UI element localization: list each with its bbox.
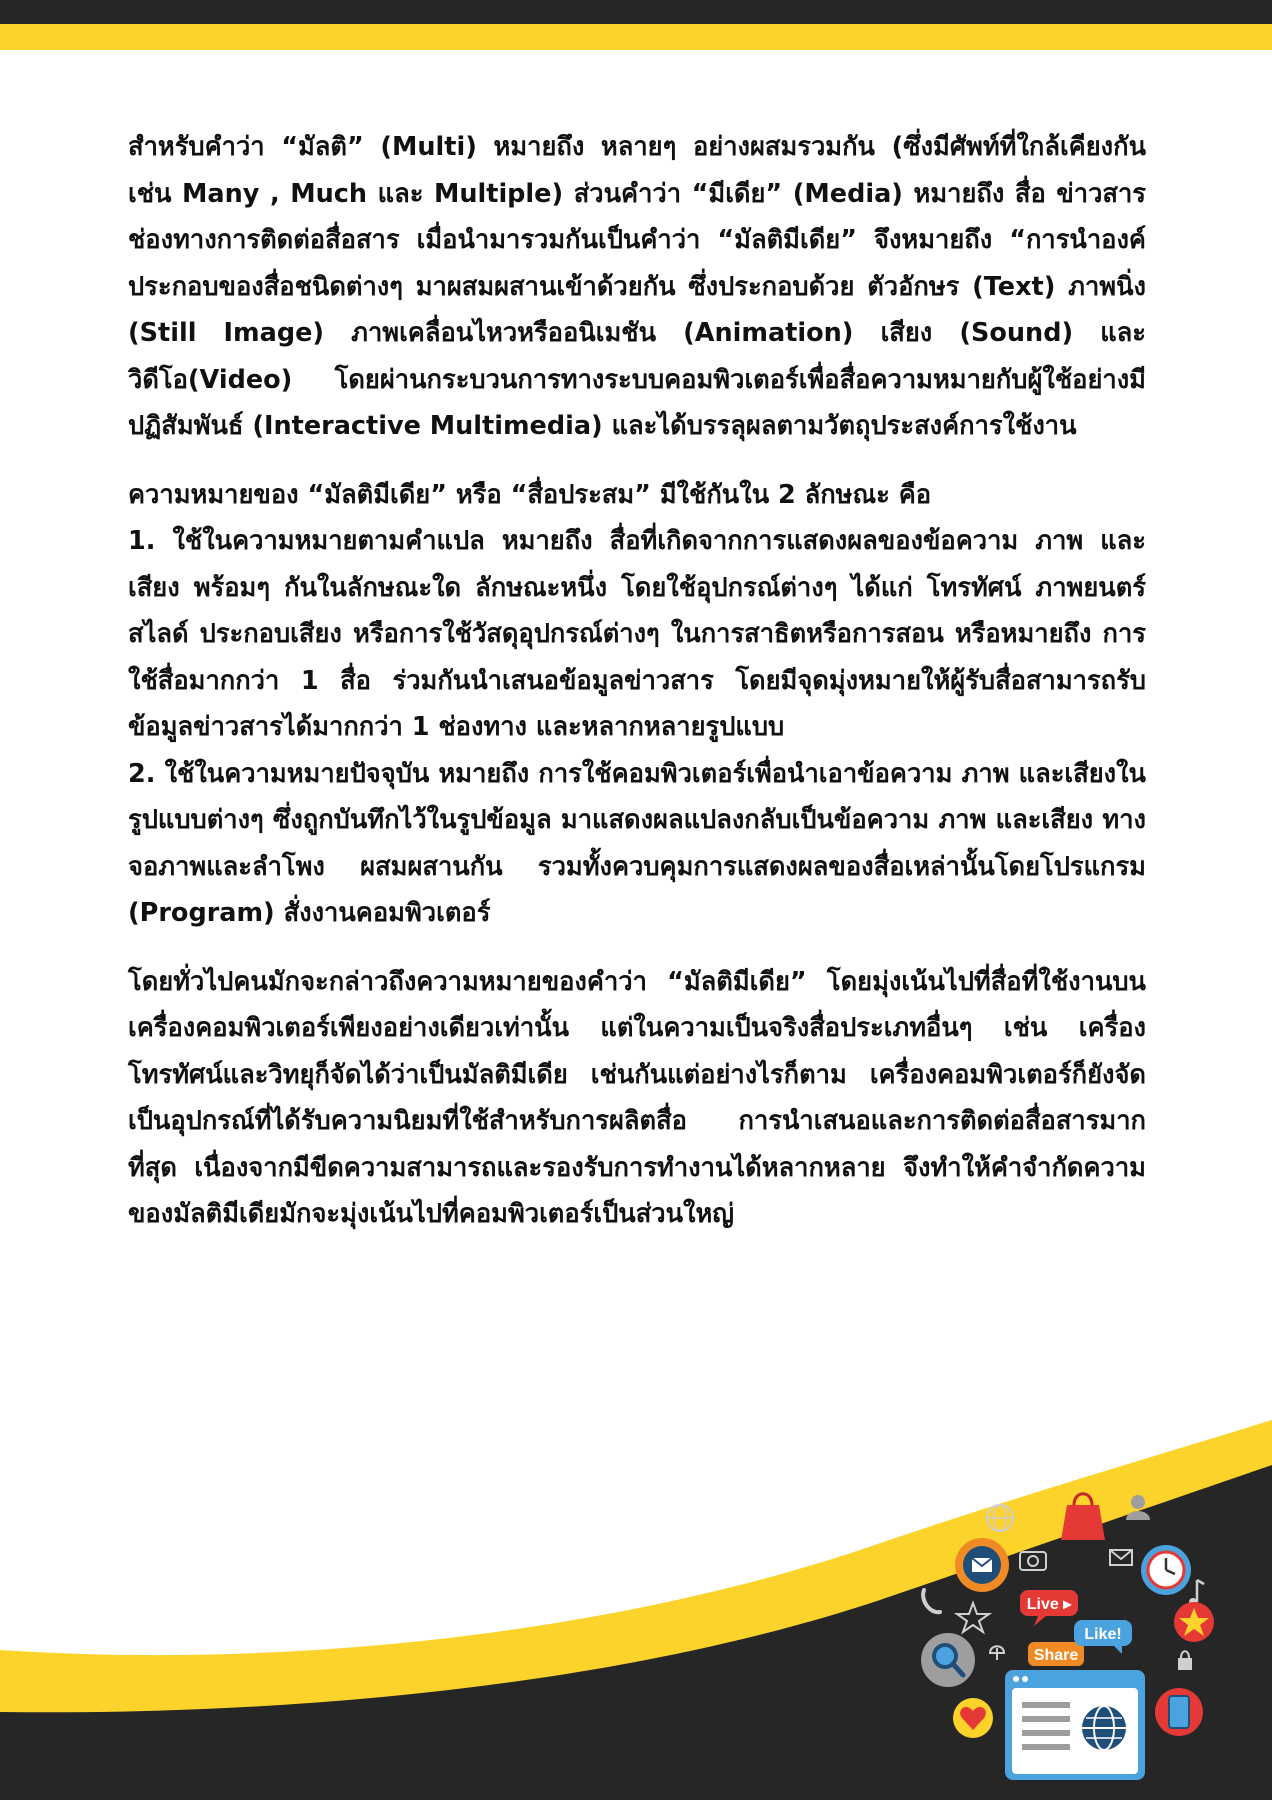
star-badge-icon <box>1174 1602 1214 1642</box>
heart-icon <box>953 1698 993 1738</box>
phone-icon <box>923 1590 940 1612</box>
browser-window-icon <box>1005 1670 1145 1780</box>
live-badge <box>1020 1590 1078 1626</box>
mobile-phone-icon <box>1155 1688 1203 1736</box>
music-note-icon <box>1189 1580 1204 1606</box>
list-item-meaning-1: 1. ใช้ในความหมายตามคำแปล หมายถึง สื่อที่เกิดจากการแสดงผลของข้อความ ภาพ และเสียง พร้อมๆ กันในลักษณะใด ลักษณะหนึ่ง โดยใช้อุปกรณ์ต่างๆ ได้แก่ โทรทัศน์ ภาพยนตร์ สไลด์ ประกอบเสียง หรือการใช้วัสดุอุปกรณ์ต่างๆ ในการสาธิตหรือการสอน หรือหมายถึง การใช้สื่อมากกว่า 1 สื่อ ร่วมกันนำเสนอข้อมูลข่าวสาร โดยมีจุดมุ่งหมายให้ผู้รับสื่อสามารถรับข้อมูลข่าวสารได้มากกว่า 1 ช่องทาง และหลากหลายรูปแบบ <box>128 526 1146 742</box>
svg-text:Share: Share <box>1033 1647 1079 1664</box>
search-icon <box>921 1633 975 1687</box>
star-outline-icon <box>957 1603 989 1632</box>
envelope-icon <box>1110 1550 1132 1565</box>
header-band-dark <box>0 0 1272 24</box>
cloud-upload-icon <box>990 1646 1004 1660</box>
svg-text:Like!: Like! <box>1084 1626 1122 1643</box>
svg-text:Live ▸: Live ▸ <box>1026 1596 1072 1613</box>
clock-icon <box>1141 1545 1191 1595</box>
header-band-yellow <box>0 24 1272 50</box>
lock-icon <box>1178 1651 1192 1670</box>
share-badge <box>1028 1642 1084 1666</box>
globe-outline-icon <box>987 1505 1013 1531</box>
shopping-bag-icon <box>1061 1494 1105 1540</box>
list-item-meaning-2: 2. ใช้ในความหมายปัจจุบัน หมายถึง การใช้คอมพิวเตอร์เพื่อนำเอาข้อความ ภาพ และเสียงในรูปแบบต่างๆ ซึ่งถูกบันทึกไว้ในรูปข้อมูล มาแสดงผลแปลงกลับเป็นข้อความ ภาพ และเสียง ทางจอภาพและลำโพง ผสมผสานกัน รวมทั้งควบคุมการแสดงผลของสื่อเหล่านั้นโดยโปรแกรม (Program) สั่งงานคอมพิวเตอร์ <box>128 758 1146 928</box>
paragraph-computer-focus: โดยทั่วไปคนมักจะกล่าวถึงความหมายของคำว่า “มัลติมีเดีย” โดยมุ่งเน้นไปที่สื่อที่ใช้งานบนเครื่องคอมพิวเตอร์เพียงอย่างเดียวเท่านั้น แต่ในความเป็นจริงสื่อประเภทอื่นๆ เช่น เครื่องโทรทัศน์และวิทยุก็จัดได้ว่าเป็นมัลติมีเดีย เช่นกันแต่อย่างไรก็ตาม เครื่องคอมพิวเตอร์ก็ยังจัดเป็นอุปกรณ์ที่ได้รับความนิยมที่ใช้สำหรับการผลิตสื่อ การนำเสนอและการติดต่อสื่อสารมากที่สุด เนื่องจากมีขีดความสามารถและรองรับการทำงานได้หลากหลาย จึงทำให้คำจำกัดความของมัลติมีเดียมักจะมุ่งเน้นไปที่คอมพิวเตอร์เป็นส่วนใหญ่ <box>128 966 1146 1229</box>
document-body <box>128 124 1146 1238</box>
user-icon <box>1126 1495 1150 1520</box>
social-media-illustration <box>900 1480 1240 1800</box>
camera-icon <box>1020 1552 1046 1570</box>
paragraph-multimedia-definition: สำหรับคำว่า “มัลติ” (Multi) หมายถึง หลายๆ อย่างผสมรวมกัน (ซึ่งมีศัพท์ที่ใกล้เคียงกัน เช่น Many , Much และ Multiple) ส่วนคำว่า “มีเดีย” (Media) หมายถึง สื่อ ข่าวสาร ช่องทางการติดต่อสื่อสาร เมื่อนำมารวมกันเป็นคำว่า “มัลติมีเดีย” จึงหมายถึง “การนำองค์ประกอบของสื่อชนิดต่างๆ มาผสมผสานเข้าด้วยกัน ซึ่งประกอบด้วย ตัวอักษร (Text) ภาพนิ่ง (Still Image) ภาพเคลื่อนไหวหรืออนิเมชัน (Animation) เสียง (Sound) และวิดีโอ(Video) โดยผ่านกระบวนการทางระบบคอมพิวเตอร์เพื่อสื่อความหมายกับผู้ใช้อย่างมีปฏิสัมพันธ์ (Interactive Multimedia) และได้บรรลุผลตามวัตถุประสงค์การใช้งาน <box>128 132 1146 441</box>
mail-circle-icon <box>955 1538 1009 1592</box>
paragraph-two-meanings-intro: ความหมายของ “มัลติมีเดีย” หรือ “สื่อประสม” มีใช้กันใน 2 ลักษณะ คือ <box>128 479 932 510</box>
